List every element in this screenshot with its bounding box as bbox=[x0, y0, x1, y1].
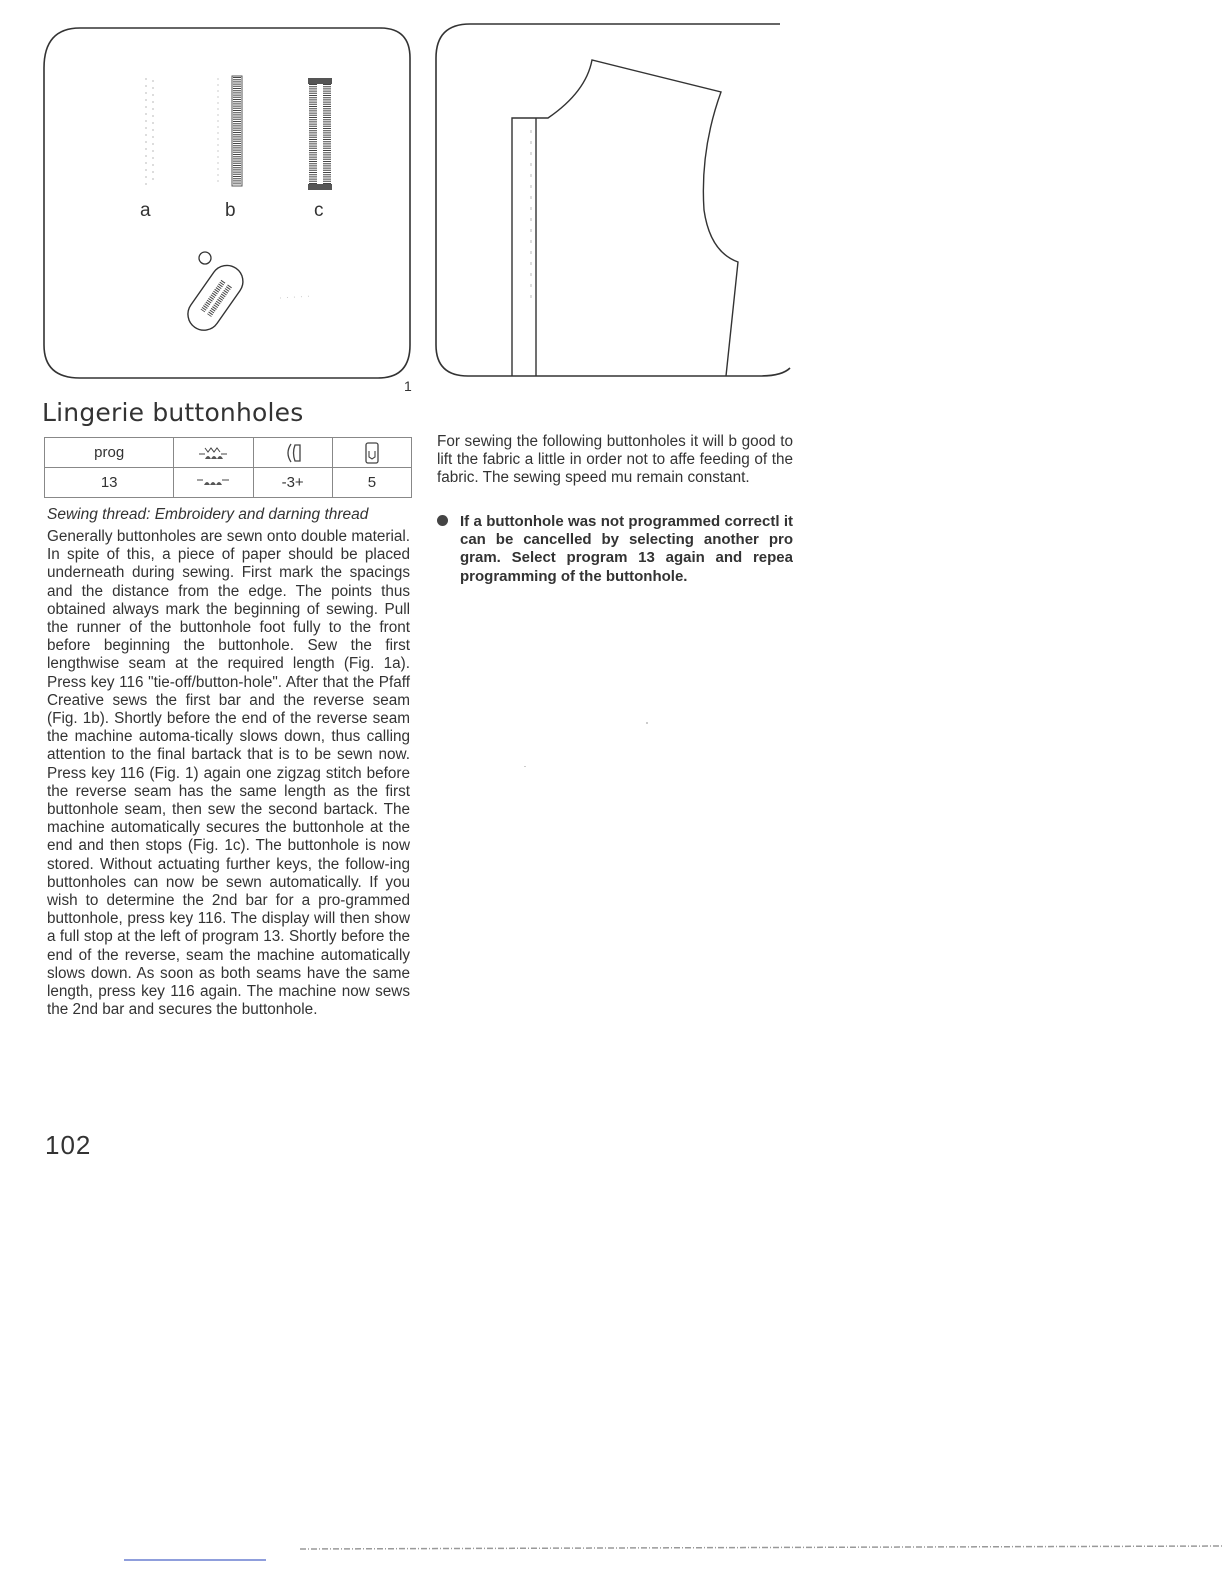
figure-label-b: b bbox=[225, 200, 236, 221]
note-block bbox=[437, 513, 793, 589]
settings-width-value: -3+ bbox=[253, 468, 332, 498]
stitch-type-icon bbox=[193, 476, 233, 490]
figure-2-frame bbox=[436, 24, 790, 376]
figure-number: 1 bbox=[404, 378, 412, 394]
figure-2-garment-panel bbox=[0, 0, 1224, 400]
bullet-icon bbox=[437, 515, 448, 526]
settings-prog-value: 13 bbox=[45, 468, 174, 498]
garment-outline bbox=[512, 60, 738, 376]
settings-header-prog: prog bbox=[45, 438, 174, 468]
presser-foot-icon bbox=[363, 441, 381, 465]
right-body-text: For sewing the following buttonholes it will b good to lift the fabric a little in order not to affe feeding of the fabric. The sewing speed mu remain constant. bbox=[437, 433, 793, 487]
note-text: If a buttonhole was not programmed correctl it can be cancelled by selecting another pro gram. Select program 13 again and repea programming of the buttonhole. bbox=[460, 513, 793, 585]
settings-header-row bbox=[45, 438, 412, 468]
settings-header-pattern bbox=[174, 438, 253, 468]
settings-header-foot bbox=[332, 438, 411, 468]
figure-label-c: c bbox=[314, 200, 324, 221]
settings-type-value bbox=[174, 468, 253, 498]
scan-speck bbox=[646, 722, 648, 724]
page-number: 102 bbox=[45, 1130, 92, 1160]
scan-speck bbox=[524, 766, 526, 767]
page-title: Lingerie buttonholes bbox=[42, 398, 304, 427]
settings-header-width bbox=[253, 438, 332, 468]
settings-value-row bbox=[45, 468, 412, 498]
sewing-thread-note: Sewing thread: Embroidery and darning thread bbox=[47, 506, 369, 523]
figure-label-a: a bbox=[140, 200, 151, 221]
left-body-text: Generally buttonholes are sewn onto double material. In spite of this, a piece of paper should be placed underneath during sewing. First mark the spacings and the distance from the edge. The points thus obtained always mark the beginning of sewing. Pull the runner of the buttonhole foot fully to the front before beginning the buttonhole. Sew the first lengthwise seam at the required length (Fig. 1a). Press key 116 "tie-off/button-hole". After that the Pfaff Creative sews the first bar and the reverse seam (Fig. 1b). Shortly before the end of the reverse seam the machine automa-tically slows down, thus calling attention to the final bartack that is to be sewn now. Press key 116 (Fig. 1) again one zigzag stitch before the reverse seam has the same length as the first buttonhole seam, then sew the second bartack. The machine automatically secures the buttonhole at the end and then stops (Fig. 1c). The buttonhole is now stored. Without actuating further keys, the follow-ing buttonholes can now be sewn automatically. If you wish to determine the 2nd bar for a pro-grammed buttonhole, press key 116. The display will then show a full stop at the left of program 13. Shortly before the end of the reverse, seam the machine automatically slows down. As soon as both seams have the same length, press key 116 again. The machine now sews the 2nd bar and secures the buttonhole. bbox=[47, 528, 410, 1019]
settings-table bbox=[44, 437, 412, 498]
stitch-width-icon bbox=[283, 442, 303, 464]
stitch-pattern-icon bbox=[195, 444, 231, 462]
settings-foot-value: 5 bbox=[332, 468, 411, 498]
